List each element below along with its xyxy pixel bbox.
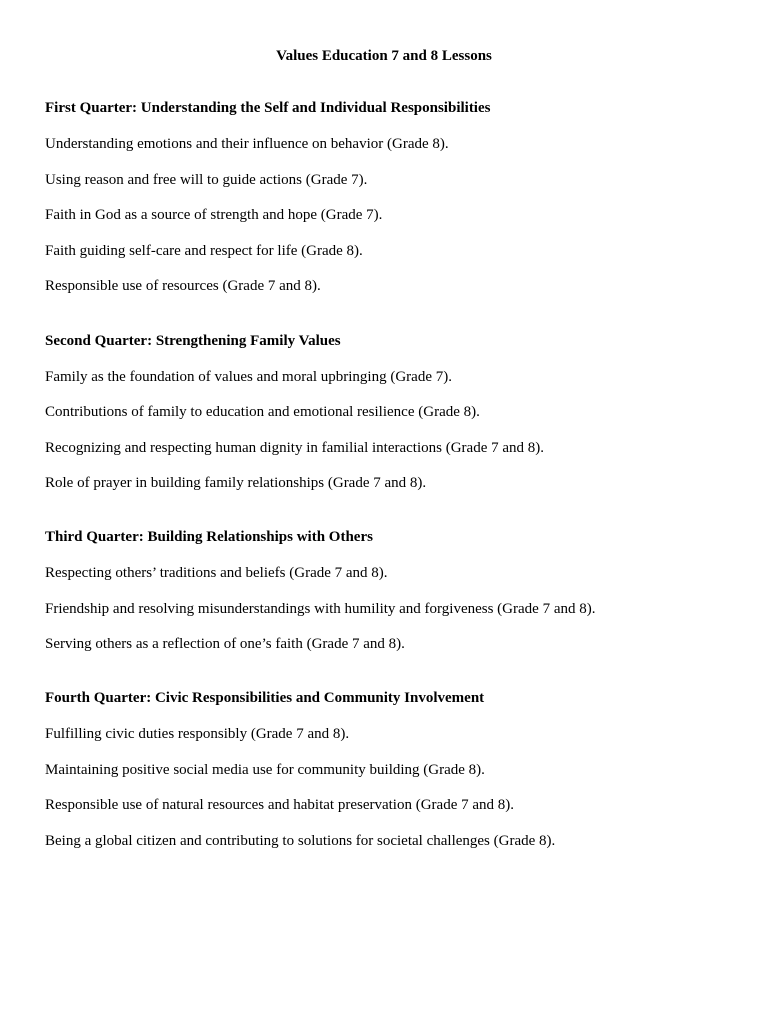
section-fourth-quarter (45, 689, 735, 850)
section-heading: First Quarter: Understanding the Self and Individual Responsibilities (45, 100, 491, 116)
lesson-item: Being a global citizen and contributing to solutions for societal challenges (Grade 8). (45, 833, 556, 849)
lesson-item: Fulfilling civic duties responsibly (Grade 7 and 8). (45, 725, 350, 742)
section-heading: Fourth Quarter: Civic Responsibilities and Community Involvement (45, 690, 485, 706)
lesson-item: Role of prayer in building family relationships (Grade 7 and 8). (45, 475, 427, 491)
section-heading: Third Quarter: Building Relationships with Others (45, 529, 373, 545)
lesson-item: Responsible use of resources (Grade 7 and 8). (45, 278, 321, 294)
section-second-quarter (45, 332, 735, 492)
lesson-item: Friendship and resolving misunderstandings with humility and forgiveness (Grade 7 and 8). (45, 600, 596, 617)
lesson-item: Recognizing and respecting human dignity in familial interactions (Grade 7 and 8). (45, 439, 545, 456)
lesson-item: Faith in God as a source of strength and hope (Grade 7). (45, 207, 383, 223)
lesson-item: Contributions of family to education and emotional resilience (Grade 8). (45, 404, 480, 420)
section-heading: Second Quarter: Strengthening Family Values (45, 333, 341, 349)
lesson-item: Responsible use of natural resources and habitat preservation (Grade 7 and 8). (45, 797, 515, 813)
section-third-quarter (45, 528, 735, 653)
lesson-item: Serving others as a reflection of one’s faith (Grade 7 and 8). (45, 636, 405, 652)
lesson-item: Respecting others’ traditions and beliefs (Grade 7 and 8). (45, 565, 388, 581)
lesson-item: Faith guiding self-care and respect for life (Grade 8). (45, 242, 363, 259)
lesson-item: Understanding emotions and their influence on behavior (Grade 8). (45, 136, 449, 152)
lesson-item: Using reason and free will to guide actions (Grade 7). (45, 171, 368, 188)
section-first-quarter (45, 99, 735, 295)
lesson-item: Maintaining positive social media use for community building (Grade 8). (45, 761, 485, 778)
document-title: Values Education 7 and 8 Lessons (276, 48, 492, 64)
lesson-item: Family as the foundation of values and moral upbringing (Grade 7). (45, 368, 452, 385)
